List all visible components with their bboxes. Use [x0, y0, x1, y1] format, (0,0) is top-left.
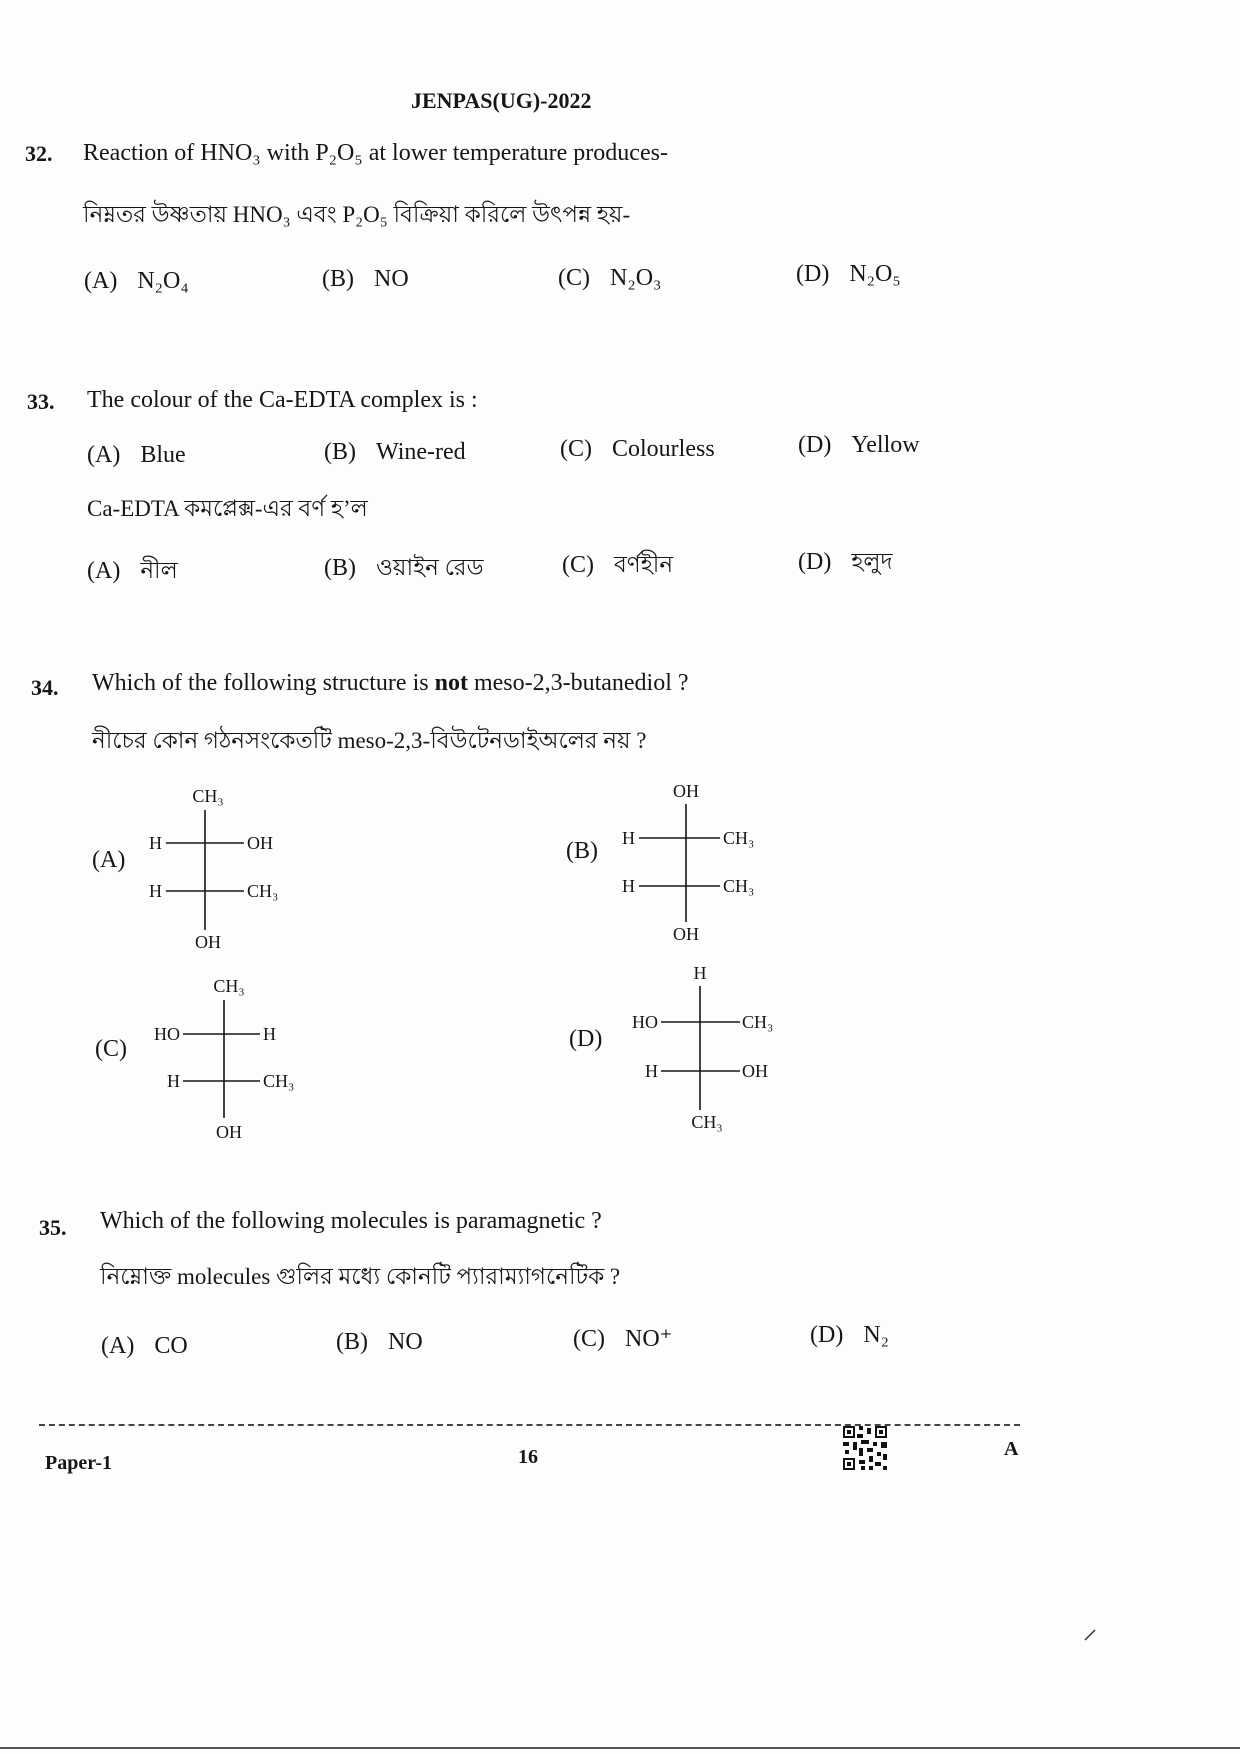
option-value: ওয়াইন রেড — [376, 555, 484, 580]
fischer-projection-c — [145, 970, 295, 1150]
left-group: H — [622, 828, 635, 848]
option-label: (C) — [562, 552, 594, 578]
option-value: N₂O₄ — [137, 268, 189, 294]
option-label: (D) — [796, 261, 830, 287]
option-label: (C) — [558, 265, 590, 291]
question-text-bengali: নিম্নতর উষ্ণতায় HNO₃ এবং P₂O₅ বিক্রিয়া করিলে উৎপন্ন হয়- — [83, 202, 631, 227]
question-text-part: meso-2,3-butanediol ? — [467, 670, 689, 696]
option-label: (C) — [573, 1326, 605, 1352]
option-label: (A) — [101, 1333, 135, 1359]
option-a — [84, 268, 189, 296]
left-group: H — [622, 876, 635, 896]
option-c-english — [560, 436, 715, 464]
question-text-english: Which of the following molecules is paramagnetic ? — [100, 1208, 602, 1234]
option-b-bengali — [324, 555, 484, 583]
option-value: NO⁺ — [625, 1326, 673, 1352]
top-group: H — [693, 963, 707, 983]
bottom-group: OH — [216, 1122, 242, 1142]
paper-set-letter: A — [1004, 1438, 1019, 1460]
option-label: (A) — [87, 558, 121, 584]
right-group: CH₃ — [742, 1012, 774, 1032]
option-label: (D) — [798, 549, 832, 575]
paper-label: Paper-1 — [45, 1452, 113, 1474]
top-group: OH — [673, 781, 699, 801]
question-text-bengali: নিম্নোক্ত molecules গুলির মধ্যে কোনটি প্যারাম্যাগনেটিক ? — [100, 1264, 621, 1289]
question-number: 32. — [25, 141, 53, 166]
option-b — [336, 1329, 423, 1357]
left-group: H — [167, 1071, 180, 1091]
option-label: (C) — [560, 436, 592, 462]
question-number: 34. — [31, 675, 59, 700]
option-c — [573, 1326, 672, 1354]
top-group: CH₃ — [192, 786, 224, 806]
fischer-projection-a — [140, 780, 290, 960]
option-value: NO — [374, 266, 409, 292]
left-group: H — [149, 833, 162, 853]
option-b-english — [324, 439, 466, 467]
option-label: (D) — [798, 432, 832, 458]
option-value: Colourless — [612, 436, 715, 462]
option-a-bengali — [87, 558, 178, 586]
structure-label-b: (B) — [566, 838, 598, 864]
right-group: CH₃ — [263, 1071, 295, 1091]
option-a — [101, 1333, 188, 1361]
question-text-english: The colour of the Ca-EDTA complex is : — [87, 387, 478, 413]
option-d-english — [798, 432, 920, 460]
option-value: N₂O₃ — [610, 265, 662, 291]
right-group: OH — [742, 1061, 768, 1081]
bottom-group: OH — [195, 932, 221, 952]
pen-mark — [1083, 1628, 1097, 1642]
option-value: Yellow — [851, 432, 920, 458]
top-group: CH₃ — [213, 976, 245, 996]
left-group: H — [149, 881, 162, 901]
option-value: Blue — [140, 442, 186, 468]
option-b — [322, 266, 409, 294]
option-a-english — [87, 442, 186, 470]
option-label: (B) — [324, 439, 356, 465]
question-text-bengali: নীচের কোন গঠনসংকেতটি meso-2,3-বিউটেনডাইঅলের নয় ? — [92, 728, 647, 753]
left-group: HO — [154, 1024, 180, 1044]
question-text-english: Reaction of HNO₃ with P₂O₅ at lower temperature produces- — [83, 140, 668, 166]
option-label: (D) — [810, 1322, 844, 1348]
right-group: OH — [247, 833, 273, 853]
question-number: 33. — [27, 389, 55, 414]
option-label: (A) — [84, 268, 118, 294]
option-d — [796, 261, 901, 289]
option-label: (A) — [87, 442, 121, 468]
option-value: হলুদ — [851, 549, 893, 574]
exam-title: JENPAS(UG)-2022 — [411, 88, 592, 113]
structure-label-d: (D) — [569, 1026, 603, 1052]
bottom-group: CH₃ — [691, 1112, 723, 1132]
bottom-group: OH — [673, 924, 699, 944]
option-d-bengali — [798, 549, 893, 577]
left-group: HO — [632, 1012, 658, 1032]
right-group: CH₃ — [247, 881, 279, 901]
question-text-part: Which of the following structure is — [92, 670, 435, 696]
option-label: (B) — [336, 1329, 368, 1355]
right-group: CH₃ — [723, 828, 755, 848]
option-c — [558, 265, 661, 293]
question-text-emphasis: not — [434, 670, 468, 696]
right-group: H — [263, 1024, 276, 1044]
structure-label-c: (C) — [95, 1036, 127, 1062]
page-bottom-edge — [0, 1747, 1240, 1749]
option-value: N₂ — [863, 1322, 890, 1348]
structure-label-a: (A) — [92, 847, 126, 873]
page-number: 16 — [518, 1446, 538, 1468]
question-number: 35. — [39, 1215, 67, 1240]
option-value: নীল — [140, 558, 178, 583]
question-text-bengali: Ca-EDTA কমপ্লেক্স-এর বর্ণ হ’ল — [87, 496, 368, 521]
option-label: (B) — [322, 266, 354, 292]
qr-code — [843, 1426, 887, 1470]
option-value: CO — [154, 1333, 188, 1359]
option-value: N₂O₅ — [849, 261, 901, 287]
fischer-projection-d — [615, 960, 775, 1140]
option-value: NO — [388, 1329, 423, 1355]
option-c-bengali — [562, 552, 673, 580]
option-label: (B) — [324, 555, 356, 581]
right-group: CH₃ — [723, 876, 755, 896]
option-value: বর্ণহীন — [614, 552, 674, 577]
fischer-projection-b — [610, 776, 760, 956]
question-text-english — [92, 670, 689, 698]
left-group: H — [645, 1061, 658, 1081]
option-d — [810, 1322, 889, 1350]
option-value: Wine-red — [376, 439, 466, 465]
